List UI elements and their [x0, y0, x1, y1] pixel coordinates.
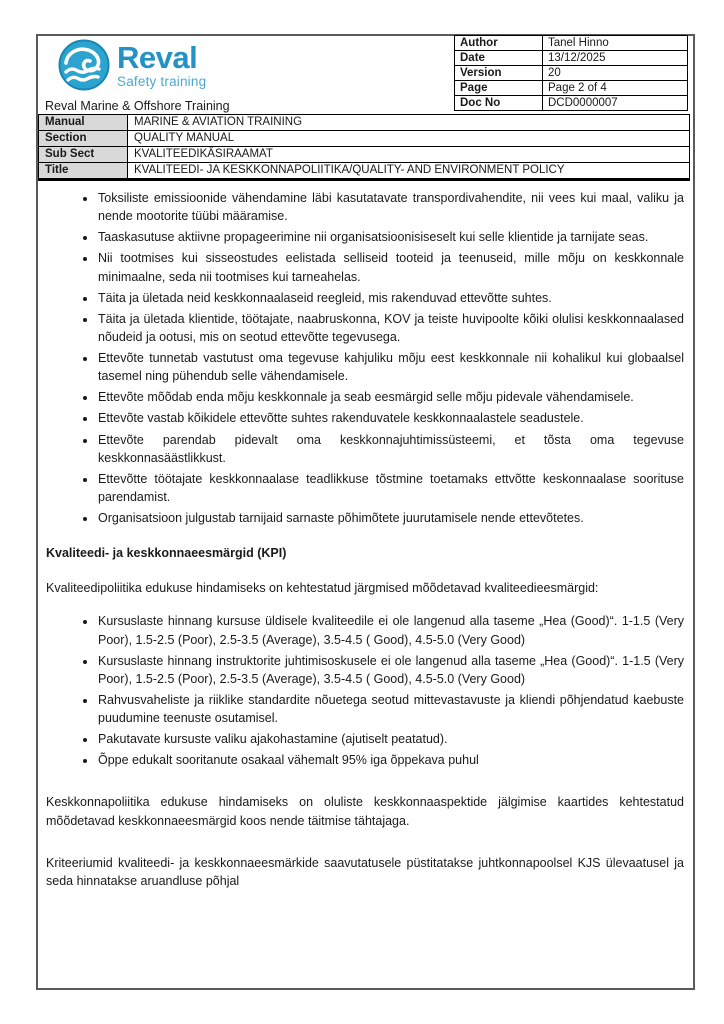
table-row [455, 51, 688, 66]
doc-label: Sub Sect [39, 147, 128, 163]
doc-classification-table [38, 114, 690, 181]
meta-value: Tanel Hinno [543, 36, 688, 51]
kpi-section-heading: Kvaliteedi- ja keskkonnaeesmärgid (KPI) [46, 546, 287, 561]
list-item: • Täita ja ületada neid keskkonnaalaseid reegleid, mis rakenduvad ettevõtte suhtes. [97, 289, 684, 307]
logo [58, 39, 206, 91]
table-row [39, 131, 690, 147]
list-item: • Ettevõtte töötajate keskkonnaalase teadlikkuse tõstmine toetamaks ettvõtte keskonnaalase soorituse parendamist. [97, 470, 684, 506]
list-item: • Kursuslaste hinnang instruktorite juhtimisoskusele ei ole langenud alla taseme „Hea (Good)“. 1-1.5 (Very Poor), 1.5-2.5 (Poor), 2.5-3.5 (Average), 3.5-4.5 ( Good), 4.5-5.0 (Very Good) [97, 652, 684, 688]
list-item: • Kursuslaste hinnang kursuse üldisele kvaliteedile ei ole langenud alla taseme „Hea (Good)“. 1-1.5 (Very Poor), 1.5-2.5 (Poor), 2.5-3.5 (Average), 3.5-4.5 ( Good), 4.5-5.0 (Very Good) [97, 612, 684, 648]
list-item: • Ettevõte vastab kõikidele ettevõtte suhtes rakenduvatele keskkonnaalastele seadustele. [97, 409, 684, 427]
list-item: • Ettevõte parendab pidevalt oma keskkonnajuhtimissüsteemi, et tõsta oma tegevuse keskkonnasäästlikkust. [97, 431, 684, 467]
list-item: • Täita ja ületada klientide, töötajate, naabruskonna, KOV ja teiste huvipoolte kõiki olulisi keskkonnaalased nõudeid ja ootusi, mis on seotud ettevõtte tegevusega. [97, 310, 684, 346]
brand-tagline: Safety training [117, 74, 207, 89]
list-item: • Toksiliste emissioonide vähendamine läbi kasutatavate transpordivahendite, nii vees kui maal, valiku ja nende mootorite tüübi määramise. [97, 189, 684, 225]
meta-label: Version [455, 66, 543, 81]
doc-value: KVALITEEDIKÄSIRAAMAT [128, 147, 690, 163]
kpi-bullet-list [46, 612, 684, 769]
criteria-paragraph: Kriteeriumid kvaliteedi- ja keskkonnaeesmärkide saavutatusele püstitatakse juhtkonnapoolsel KJS ülevaatusel ja seda hinnatakse aruandluse põhjal [46, 855, 684, 888]
meta-label: Doc No [455, 96, 543, 111]
table-row [455, 66, 688, 81]
wave-spiral-icon [58, 39, 110, 91]
brand-name: Reval [117, 40, 198, 75]
brand-block [117, 39, 206, 89]
meta-value: Page 2 of 4 [543, 81, 688, 96]
list-item: • Ettevõte mõõdab enda mõju keskkonnale ja seab eesmärgid selle mõju pidevale vähendamisele. [97, 388, 684, 406]
meta-value: 20 [543, 66, 688, 81]
table-row [455, 96, 688, 111]
list-item: • Taaskasutuse aktiivne propageerimine nii organisatsioonisiseselt kui selle klientide ja tarnijate seas. [97, 228, 684, 246]
table-row [39, 163, 690, 180]
doc-value: QUALITY MANUAL [128, 131, 690, 147]
environment-policy-paragraph: Keskkonnapoliitika edukuse hindamiseks on oluliste keskkonnaaspektide jälgimise kaartides kehtestatud mõõdetavad keskkonnaeesmärgid koos nende täitmise tähtajaga. [46, 795, 684, 828]
list-item: • Õppe edukalt sooritanute osakaal vähemalt 95% iga õppekava puhul [97, 751, 684, 769]
meta-value: 13/12/2025 [543, 51, 688, 66]
table-row [455, 36, 688, 51]
meta-table [454, 35, 688, 111]
meta-label: Date [455, 51, 543, 66]
org-subtitle: Reval Marine & Offshore Training [45, 99, 230, 113]
table-row [455, 81, 688, 96]
list-item: • Pakutavate kursuste valiku ajakohastamine (ajutiselt peatatud). [97, 730, 684, 748]
document-body [38, 181, 693, 890]
doc-title-value: KVALITEEDI- JA KESKKONNAPOLIITIKA/QUALITY- AND ENVIRONMENT POLICY [128, 163, 690, 180]
meta-label: Page [455, 81, 543, 96]
meta-label: Author [455, 36, 543, 51]
doc-label: Section [39, 131, 128, 147]
table-row [39, 147, 690, 163]
list-item: • Rahvusvaheliste ja riiklike standardite nõuetega seotud mittevastavuste ja kliendi põhjendatud kaebuste puudumine teenuste osutamisel. [97, 691, 684, 727]
doc-label: Manual [39, 115, 128, 131]
kpi-intro-paragraph: Kvaliteedipoliitika edukuse hindamiseks on kehtestatud järgmised mõõdetavad kvaliteedieesmärgid: [46, 581, 599, 596]
list-item: • Organisatsioon julgustab tarnijaid sarnaste põhimõtete juurutamisele nende ettevõtetes. [97, 509, 684, 527]
table-row [39, 115, 690, 131]
page-border-frame [36, 34, 695, 990]
list-item: • Nii tootmises kui sisseostudes eelistada selliseid tooteid ja teenuseid, mille mõju on keskkonnale minimaalne, seda nii tootmises kui tarneahelas. [97, 249, 684, 285]
doc-label: Title [39, 163, 128, 180]
list-item: • Ettevõte tunnetab vastutust oma tegevuse kahjuliku mõju eest keskkonnale nii kohalikul kui globaalsel tasemel ning pühendub selle vähendamisele. [97, 349, 684, 385]
policy-bullet-list [46, 189, 684, 527]
header [38, 36, 693, 114]
doc-value: MARINE & AVIATION TRAINING [128, 115, 690, 131]
meta-value: DCD0000007 [543, 96, 688, 111]
